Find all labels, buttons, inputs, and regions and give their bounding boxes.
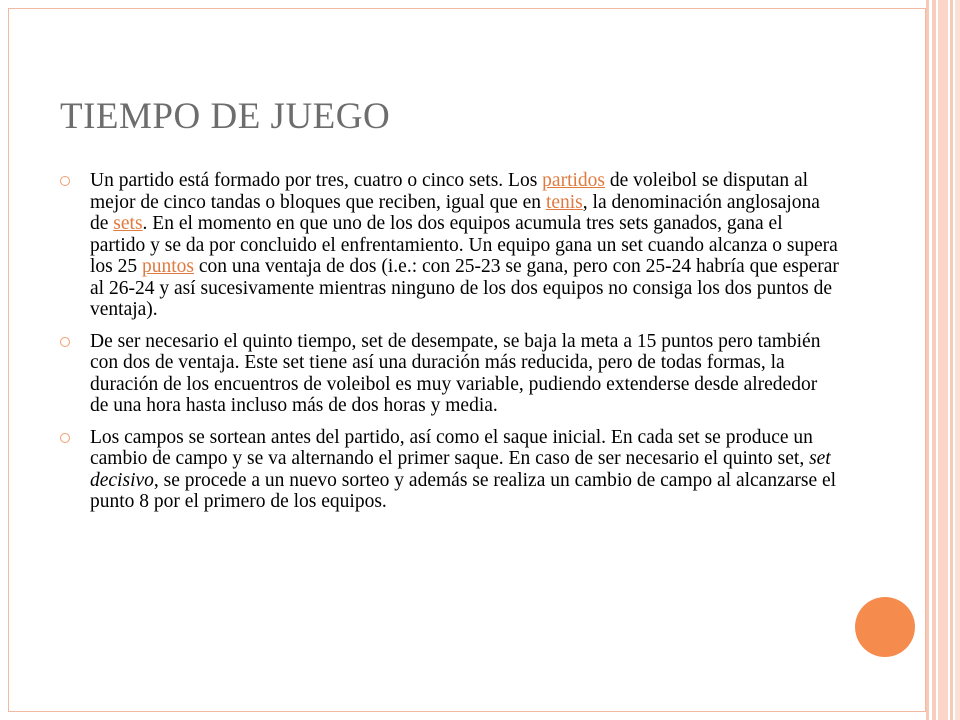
text-run: con una ventaja de dos (i.e.: con 25-23 se gana, pero con 25-24 habría que esperar al 26-24 y así sucesivamente mientras ninguno de los dos equipos no consiga los dos puntos de ventaja). xyxy=(90,256,839,320)
decorative-stripes xyxy=(926,0,960,720)
stripe xyxy=(955,0,960,720)
bullet-item xyxy=(60,170,840,321)
inline-link[interactable]: tenis xyxy=(545,191,583,213)
bullet-list xyxy=(60,170,840,523)
bullet-item xyxy=(60,331,840,417)
bullet-text xyxy=(90,331,820,417)
inline-link[interactable]: sets xyxy=(113,213,143,234)
slide-title: TIEMPO DE JUEGO xyxy=(60,96,391,137)
circle-bullet-icon xyxy=(60,176,70,186)
text-run: de voleibol se disputan al mejor de cinco tandas o bloques que reciben, igual que en xyxy=(90,170,809,213)
text-run: De ser necesario el quinto tiempo, set de desempate, se baja la meta a 15 puntos pero también con dos de ventaja. Este set tiene así una duración más reducida, pero de todas formas, la duración de los encuentros de voleibol es muy variable, pudiendo extenderse desde alrededor de una hora hasta incluso más de dos horas y media. xyxy=(90,330,821,416)
stripe xyxy=(926,0,929,720)
stripe xyxy=(938,0,948,720)
decorative-circle xyxy=(855,597,915,657)
text-run: . En el momento en que uno de los dos equipos acumula tres sets ganados, gana el partido y se da por concluido el enfrentamiento. Un equipo gana un set cuando alcanza o supera los 25 xyxy=(90,213,838,277)
text-run: Los campos se sortean antes del partido, así como el saque inicial. En cada set se produce un cambio de campo y se va alternando el primer saque. En caso de ser necesario el quinto set, xyxy=(90,426,813,469)
circle-bullet-icon xyxy=(60,433,70,443)
text-run: , la denominación anglosajona de xyxy=(90,191,820,234)
inline-link[interactable]: partidos xyxy=(542,170,605,191)
italic-text: set decisivo xyxy=(90,448,831,491)
stripe xyxy=(950,0,953,720)
bullet-text xyxy=(90,427,836,513)
text-run: Un partido está formado por tres, cuatro o cinco sets. Los xyxy=(90,170,543,191)
inline-link[interactable]: puntos xyxy=(142,256,195,277)
bullet-text xyxy=(90,170,839,320)
stripe xyxy=(932,0,936,720)
circle-bullet-icon xyxy=(60,337,70,347)
text-run: , se procede a un nuevo sorteo y además se realiza un cambio de campo al alcanzarse el punto 8 por el primero de los equipos. xyxy=(90,469,837,512)
bullet-item xyxy=(60,427,840,513)
